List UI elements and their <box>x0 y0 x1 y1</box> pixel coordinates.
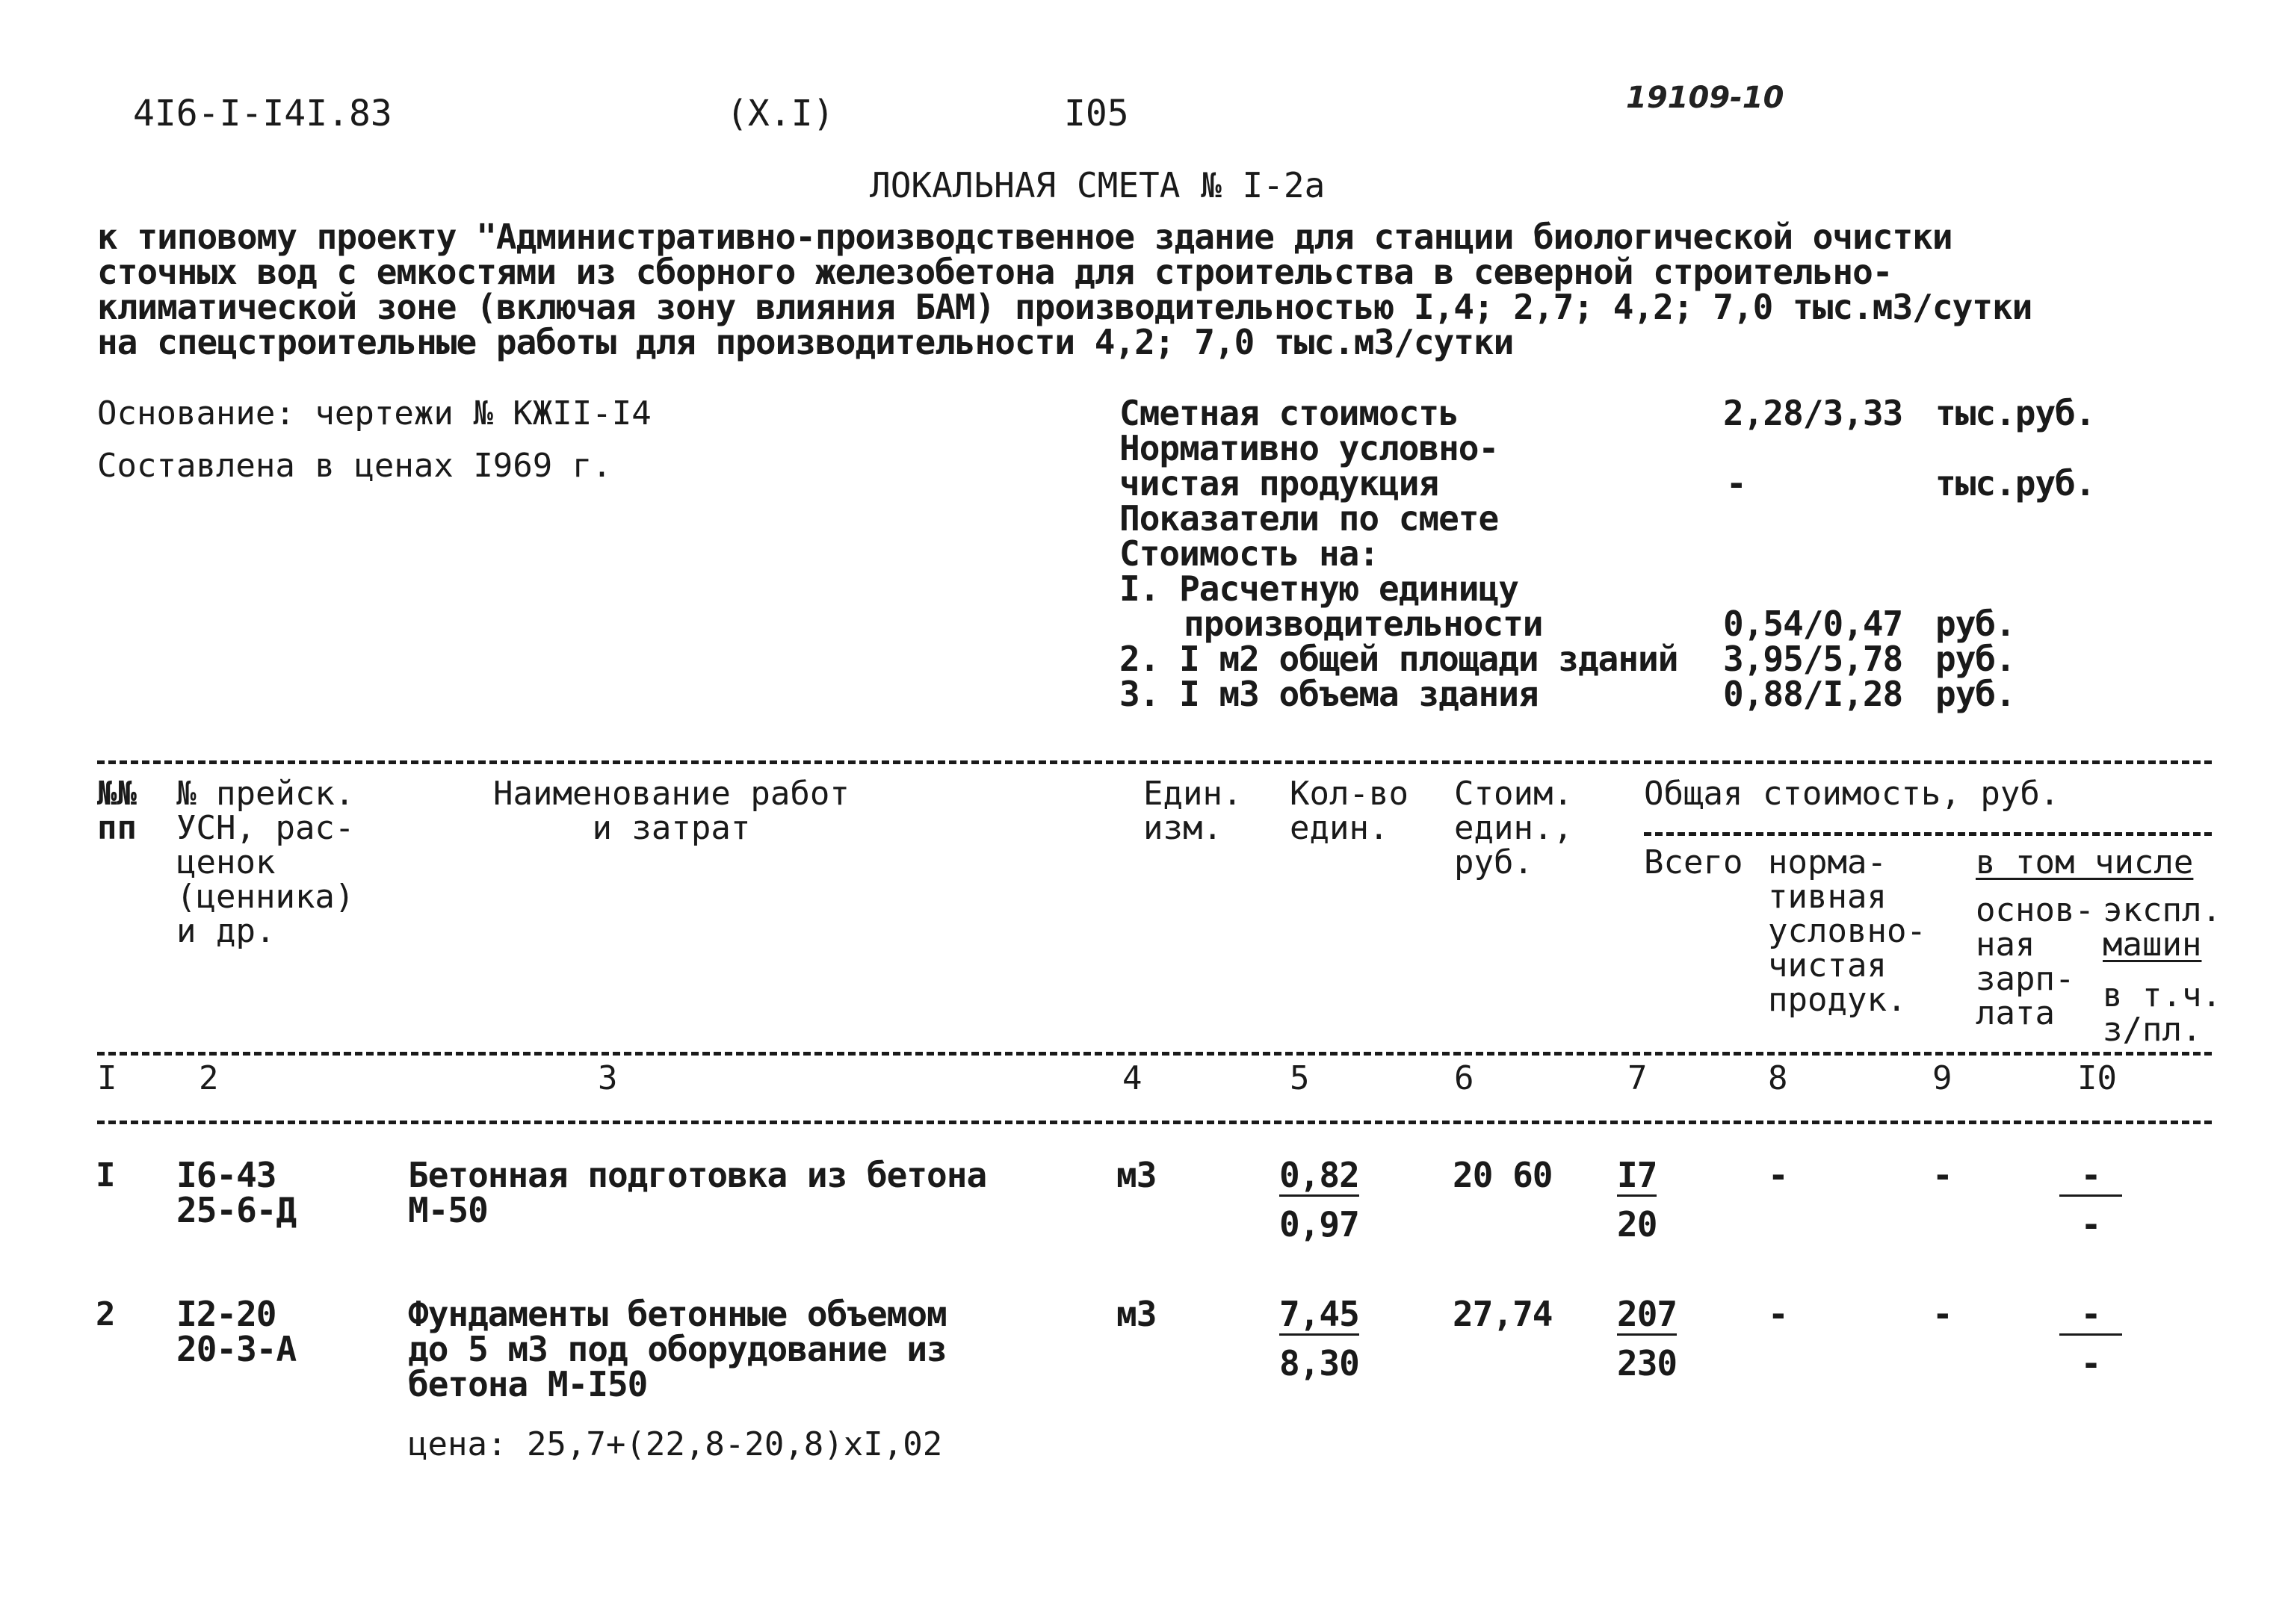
header-total: Всего <box>1644 843 1743 881</box>
row-unit: м3 <box>1116 1294 1157 1334</box>
col-number-3: 3 <box>598 1059 618 1097</box>
indicator-1-label-cont: производительности <box>1184 604 1543 644</box>
col-number-5: 5 <box>1290 1059 1310 1097</box>
header-machines-exploitation: экспл. <box>2103 891 2221 929</box>
indicator-1-value: 0,54/0,47 <box>1723 604 1903 644</box>
header-quantity: Кол-во един. <box>1290 775 1409 847</box>
basis-drawings: Основание: чертежи № КЖII-I4 <box>97 394 652 433</box>
col-number-4: 4 <box>1122 1059 1142 1097</box>
row-work-name: Фундаменты бетонные объемом до 5 м3 под оборудование из бетона М-I50 <box>408 1294 947 1404</box>
row-machines <box>2059 1294 2122 1383</box>
indicator-1-unit: руб. <box>1935 604 2015 644</box>
description-line-1: к типовому проекту "Административно-производственное здание для станции биологической очистки <box>97 217 1952 257</box>
row-total-top: 207 <box>1617 1294 1678 1334</box>
column-numbers-rule <box>97 1121 2212 1124</box>
estimated-cost-value: 2,28/3,33 <box>1723 393 1903 433</box>
row-number: I <box>96 1156 116 1194</box>
estimated-cost-unit: тыс.руб. <box>1935 393 2095 433</box>
description-line-4: на спецстроительные работы для производительности 4,2; 7,0 тыс.м3/сутки <box>97 322 1514 362</box>
page-title: ЛОКАЛЬНАЯ СМЕТА № I-2а <box>870 165 1326 205</box>
row-quantity-top: 0,82 <box>1279 1155 1359 1195</box>
row-quantity-bottom: 8,30 <box>1279 1343 1359 1383</box>
row-total <box>1617 1155 1657 1245</box>
row-quantity <box>1279 1294 1359 1383</box>
description-line-2: сточных вод с емкостями из сборного железобетона для строительства в северной строительно- <box>97 252 1893 292</box>
indicator-3-value: 0,88/I,28 <box>1723 674 1903 714</box>
col-number-7: 7 <box>1627 1059 1648 1097</box>
row-machines-top: - <box>2059 1297 2122 1336</box>
row-machines-bottom: - <box>2080 1343 2101 1383</box>
row-unit: м3 <box>1116 1155 1157 1195</box>
header-machines-salary: в т.ч. з/пл. <box>2103 976 2221 1049</box>
header-unit-cost: Стоим. един., руб. <box>1454 775 1573 881</box>
header-salary: основ- ная зарп- лата <box>1976 891 2094 1032</box>
normative-label-2: чистая продукция <box>1119 463 1439 503</box>
header-row-number: №№ пп <box>97 775 137 847</box>
header-including: в том числе <box>1976 843 2194 881</box>
cost-per-label: Стоимость на: <box>1119 533 1379 574</box>
row-number: 2 <box>96 1295 116 1333</box>
document-code: 4I6-I-I4I.83 <box>133 93 392 134</box>
normative-unit: тыс.руб. <box>1935 463 2095 503</box>
row-quantity <box>1279 1155 1359 1245</box>
normative-value: - <box>1726 463 1746 503</box>
table-top-rule <box>97 760 2212 764</box>
header-normative: норма- тивная условно- чистая продук. <box>1768 843 1926 1019</box>
col-number-9: 9 <box>1932 1059 1952 1097</box>
row-price-note: цена: 25,7+(22,8-20,8)xI,02 <box>408 1425 943 1463</box>
header-unit: Един. изм. <box>1143 775 1243 847</box>
row-machines <box>2059 1155 2122 1245</box>
handwritten-number: 19109-10 <box>1626 81 1784 115</box>
header-total-cost: Общая стоимость, руб. <box>1644 775 2060 813</box>
row-unit-price: 20 60 <box>1453 1155 1553 1195</box>
row-salary: - <box>1932 1155 1952 1195</box>
row-total-bottom: 20 <box>1617 1204 1657 1245</box>
indicator-2-unit: руб. <box>1935 639 2015 679</box>
indicator-3-unit: руб. <box>1935 674 2015 714</box>
row-price-code: I6-43 25-6-Д <box>176 1155 297 1230</box>
col-number-2: 2 <box>199 1059 219 1097</box>
row-total-top: I7 <box>1617 1155 1657 1195</box>
header-bottom-rule <box>97 1052 2212 1056</box>
row-normative: - <box>1768 1294 1788 1334</box>
row-normative: - <box>1768 1155 1788 1195</box>
row-price-code: I2-20 20-3-А <box>176 1294 297 1369</box>
header-price-code: № прейск. УСН, рас- ценок (ценника) и др. <box>176 775 355 950</box>
page-number: I05 <box>1064 93 1129 134</box>
row-work-name: Бетонная подготовка из бетона М-50 <box>408 1155 987 1230</box>
row-machines-top: - <box>2059 1158 2122 1197</box>
indicator-1-label: I. Расчетную единицу <box>1119 568 1518 609</box>
row-quantity-bottom: 0,97 <box>1279 1204 1359 1245</box>
col-number-8: 8 <box>1768 1059 1788 1097</box>
row-total <box>1617 1294 1678 1383</box>
description-line-3: климатической зоне (включая зону влияния БАМ) производительностью I,4; 2,7; 4,2; 7,0 тыс.м3/сутки <box>97 287 2032 327</box>
indicator-2-label: 2. I м2 общей площади зданий <box>1119 639 1678 679</box>
col-number-1: I <box>97 1059 117 1097</box>
indicator-2-value: 3,95/5,78 <box>1723 639 1903 679</box>
indicator-3-label: 3. I м3 объема здания <box>1119 674 1539 714</box>
basis-prices: Составлена в ценах I969 г. <box>97 447 612 485</box>
row-salary: - <box>1932 1294 1952 1334</box>
header-work-name: Наименование работ и затрат <box>493 775 850 847</box>
estimated-cost-label: Сметная стоимость <box>1119 393 1459 433</box>
row-quantity-top: 7,45 <box>1279 1294 1359 1334</box>
normative-label-1: Нормативно условно- <box>1119 428 1499 468</box>
col-number-6: 6 <box>1454 1059 1474 1097</box>
row-unit-price: 27,74 <box>1453 1294 1553 1334</box>
col-number-10: I0 <box>2077 1059 2117 1097</box>
row-machines-bottom: - <box>2080 1204 2101 1245</box>
row-total-bottom: 230 <box>1617 1343 1678 1383</box>
total-cost-subrule <box>1644 832 2212 836</box>
header-machines: машин <box>2103 926 2202 964</box>
indicators-label: Показатели по смете <box>1119 498 1499 539</box>
section-number: (X.I) <box>726 93 835 134</box>
